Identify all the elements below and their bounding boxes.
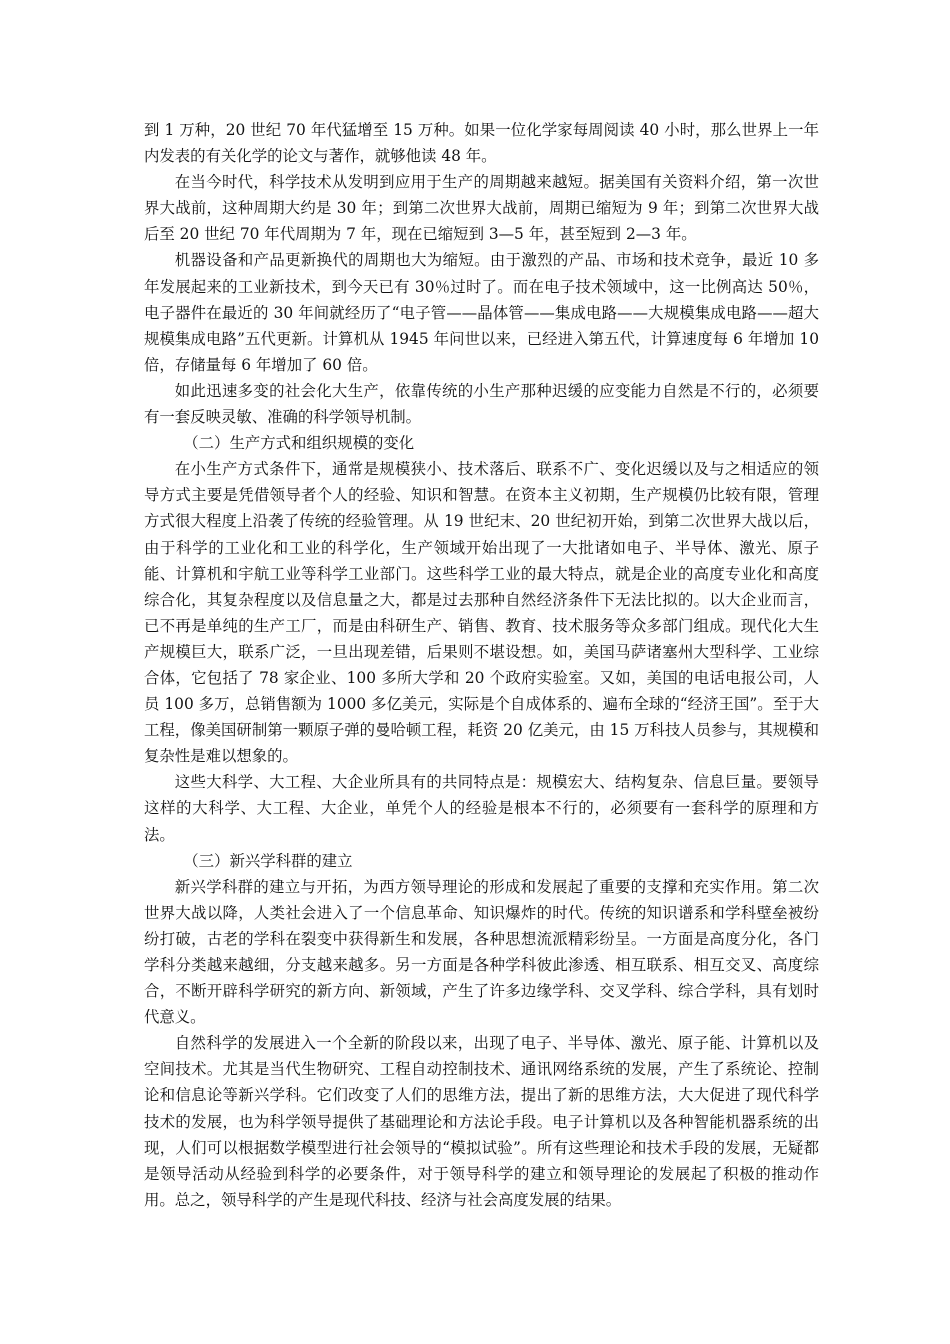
paragraph: 在当今时代，科学技术从发明到应用于生产的周期越来越短。据美国有关资料介绍，第一次世界大战前，这种周期大约是 30 年；到第二次世界大战前，周期已缩短为 9 年；到第二次世界大战后至 20 世纪 70 年代周期为 7 年，现在已缩短到 3—5 年，甚至短到 2—3 年。 bbox=[144, 173, 819, 244]
document-body bbox=[144, 117, 819, 1213]
paragraph: 自然科学的发展进入一个全新的阶段以来，出现了电子、半导体、激光、原子能、计算机以及空间技术。尤其是当代生物研究、工程自动控制技术、通讯网络系统的发展，产生了系统论、控制论和信息论等新兴学科。它们改变了人们的思维方法，提出了新的思维方法，大大促进了现代科学技术的发展，也为科学领导提供了基础理论和方法论手段。电子计算机以及各种智能机器系统的出现，人们可以根据数学模型进行社会领导的“模拟试验”。所有这些理论和技术手段的发展，无疑都是领导活动从经验到科学的必要条件，对于领导科学的建立和领导理论的发展起了积极的推动作用。总之，领导科学的产生是现代科技、经济与社会高度发展的结果。 bbox=[144, 1034, 819, 1209]
paragraph: 如此迅速多变的社会化大生产，依靠传统的小生产那种迟缓的应变能力自然是不行的，必须要有一套反映灵敏、准确的科学领导机制。 bbox=[144, 381, 819, 427]
paragraph: 机器设备和产品更新换代的周期也大为缩短。由于激烈的产品、市场和技术竞争，最近 10 多年发展起来的工业新技术，到今天已有 30％过时了。而在电子技术领域中，这一比例高达 50％，电子器件在最近的 30 年间就经历了“电子管——晶体管——集成电路——大规模集成电路——超大规模集成电路”五代更新。计算机从 1945 年问世以来，已经进入第五代，计算速度每 6 年增加 10 倍，存储量每 6 年增加了 60 倍。 bbox=[144, 251, 819, 374]
section-heading: （三）新兴学科群的建立 bbox=[183, 851, 353, 870]
paragraph: 在小生产方式条件下，通常是规模狭小、技术落后、联系不广、变化迟缓以及与之相适应的领导方式主要是凭借领导者个人的经验、知识和智慧。在资本主义初期，生产规模仍比较有限，管理方式很大程度上沿袭了传统的经验管理。从 19 世纪末、20 世纪初开始，到第二次世界大战以后，由于科学的工业化和工业的科学化，生产领域开始出现了一大批诸如电子、半导体、激光、原子能、计算机和宇航工业等科学工业部门。这些科学工业的最大特点，就是企业的高度专业化和高度综合化，其复杂程度以及信息量之大，都是过去那种自然经济条件下无法比拟的。以大企业而言，已不再是单纯的生产工厂，而是由科研生产、销售、教育、技术服务等众多部门组成。现代化大生产规模巨大，联系广泛，一旦出现差错，后果则不堪设想。如，美国马萨诸塞州大型科学、工业综合体，它包括了 78 家企业、100 多所大学和 20 个政府实验室。又如，美国的电话电报公司，人员 100 多万，总销售额为 1000 多亿美元，实际是个自成体系的、遍布全球的“经济王国”。至于大工程，像美国研制第一颗原子弹的曼哈顿工程，耗资 20 亿美元，由 15 万科技人员参与，其规模和复杂性是难以想象的。 bbox=[144, 460, 819, 766]
paragraph: 到 1 万种，20 世纪 70 年代猛增至 15 万种。如果一位化学家每周阅读 40 小时，那么世界上一年内发表的有关化学的论文与著作，就够他读 48 年。 bbox=[144, 121, 819, 166]
paragraph: 这些大科学、大工程、大企业所具有的共同特点是：规模宏大、结构复杂、信息巨量。要领导这样的大科学、大工程、大企业，单凭个人的经验是根本不行的，必须要有一套科学的原理和方法。 bbox=[144, 773, 819, 844]
section-heading: （二）生产方式和组织规模的变化 bbox=[183, 434, 415, 453]
paragraph: 新兴学科群的建立与开拓，为西方领导理论的形成和发展起了重要的支撑和充实作用。第二次世界大战以降，人类社会进入了一个信息革命、知识爆炸的时代。传统的知识谱系和学科壁垒被纷纷打破，古老的学科在裂变中获得新生和发展，各种思想流派精彩纷呈。一方面是高度分化，各门学科分类越来越细，分支越来越多。另一方面是各种学科彼此渗透、相互联系、相互交叉、高度综合，不断开辟科学研究的新方向、新领域，产生了许多边缘学科、交叉学科、综合学科，具有划时代意义。 bbox=[144, 877, 819, 1027]
